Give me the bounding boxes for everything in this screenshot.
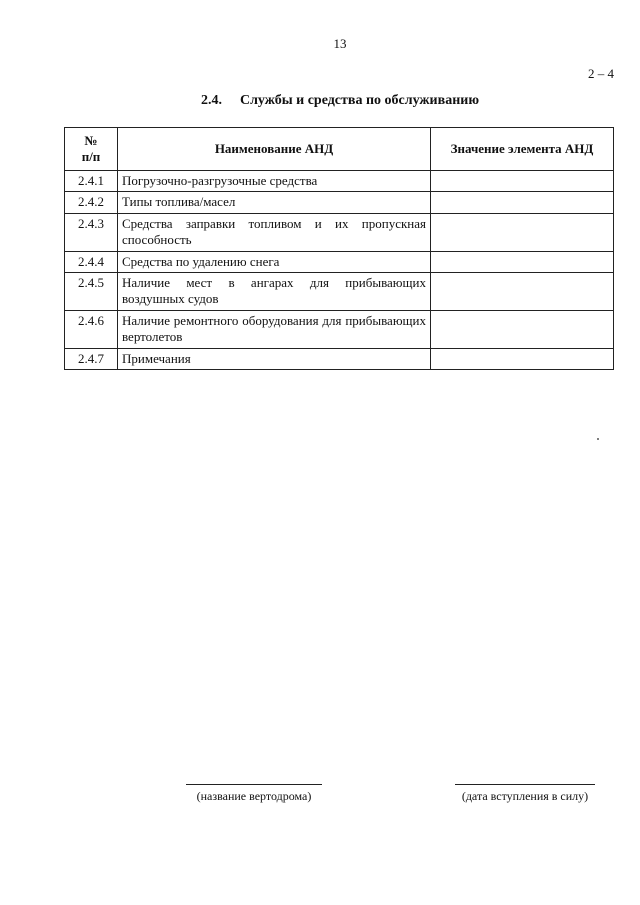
row-name: Типы топлива/масел <box>118 192 431 213</box>
scan-speck <box>597 438 599 440</box>
table-row <box>65 213 614 251</box>
section-title-text: Службы и средства по обслуживанию <box>239 93 480 108</box>
signature-line <box>455 784 595 785</box>
row-num: 2.4.6 <box>65 310 118 348</box>
page-code: 2 – 4 <box>588 66 614 81</box>
table-row <box>65 251 614 272</box>
table-row <box>65 310 614 348</box>
table-row <box>65 348 614 369</box>
signature-effective-date <box>455 784 595 804</box>
page-number: 13 <box>333 36 347 51</box>
row-num: 2.4.5 <box>65 272 118 310</box>
row-name: Средства заправки топливом и их пропускная способность <box>118 213 431 251</box>
section-number: 2.4. <box>200 93 222 108</box>
row-num: 2.4.4 <box>65 251 118 272</box>
table-row <box>65 192 614 213</box>
row-value <box>431 251 614 272</box>
row-num: 2.4.7 <box>65 348 118 369</box>
row-name: Погрузочно-разгрузочные средства <box>118 171 431 192</box>
section-title <box>0 93 640 109</box>
row-name: Наличие мест в ангарах для прибывающих воздушных судов <box>118 272 431 310</box>
table-header-row <box>65 128 614 171</box>
header-value: Значение элемента АНД <box>431 128 614 171</box>
header-num: № п/п <box>65 128 118 171</box>
signature-caption: (название вертодрома) <box>196 789 312 803</box>
signature-line <box>186 784 322 785</box>
row-value <box>431 348 614 369</box>
row-num: 2.4.1 <box>65 171 118 192</box>
row-value <box>431 171 614 192</box>
row-name: Наличие ремонтного оборудования для прибывающих вертолетов <box>118 310 431 348</box>
signature-heliport-name <box>186 784 322 804</box>
row-value <box>431 192 614 213</box>
header-name: Наименование АНД <box>118 128 431 171</box>
and-table <box>64 127 614 370</box>
row-num: 2.4.3 <box>65 213 118 251</box>
row-value <box>431 213 614 251</box>
row-value <box>431 310 614 348</box>
row-name: Примечания <box>118 348 431 369</box>
row-value <box>431 272 614 310</box>
table-row <box>65 272 614 310</box>
table-row <box>65 171 614 192</box>
signature-caption: (дата вступления в силу) <box>461 789 589 803</box>
row-num: 2.4.2 <box>65 192 118 213</box>
row-name: Средства по удалению снега <box>118 251 431 272</box>
